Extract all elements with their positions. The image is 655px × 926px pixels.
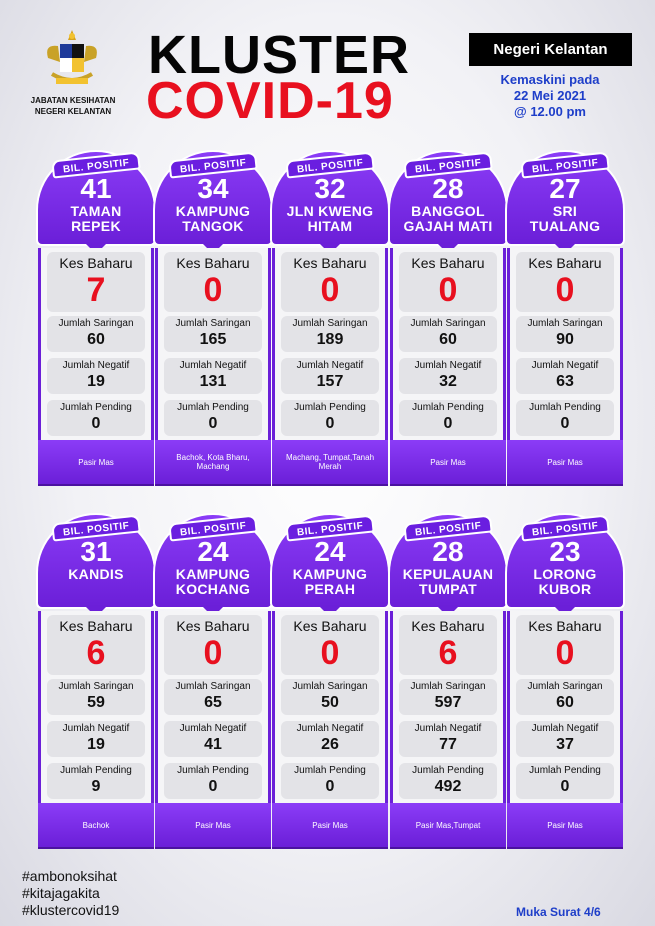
kes-baharu-box (516, 252, 614, 312)
saringan-box (47, 679, 145, 715)
kes-baharu-value: 0 (203, 634, 223, 672)
negatif-value: 131 (199, 373, 227, 390)
pending-box (47, 400, 145, 436)
cluster-name (155, 567, 271, 597)
positif-count: 34 (197, 173, 229, 204)
pending-label: Jumlah Pending (412, 402, 484, 413)
cluster-stats (507, 248, 623, 440)
cluster-location (507, 440, 623, 484)
pending-box (164, 400, 262, 436)
pending-box (47, 763, 145, 799)
saringan-label: Jumlah Saringan (58, 681, 134, 692)
pending-box (281, 763, 379, 799)
positif-ribbon: BIL. POSITIF (520, 151, 609, 178)
negatif-value: 19 (87, 373, 105, 390)
saringan-value: 165 (199, 331, 227, 348)
cluster-card (507, 152, 623, 484)
pending-box (399, 763, 497, 799)
pending-box (399, 400, 497, 436)
positif-count: 32 (314, 173, 346, 204)
positif-ribbon: BIL. POSITIF (51, 151, 140, 178)
cluster-name-line-1: KAMPUNG (175, 203, 251, 219)
cluster-name-line-2: KOCHANG (175, 581, 251, 597)
agency-name (18, 95, 128, 117)
cluster-stats (390, 611, 506, 803)
cluster-name-line-1: LORONG (533, 566, 597, 582)
negatif-label: Jumlah Negatif (62, 360, 130, 371)
saringan-label: Jumlah Saringan (175, 318, 251, 329)
pending-label: Jumlah Pending (60, 402, 132, 413)
hashtag-1: #ambonoksihat (22, 868, 117, 884)
cluster-header (38, 515, 154, 607)
hashtags (22, 868, 119, 919)
kes-baharu-value: 0 (320, 271, 340, 309)
cluster-name (155, 204, 271, 234)
cluster-name-line-2: KUBOR (538, 581, 592, 597)
saringan-label: Jumlah Saringan (527, 318, 603, 329)
title-covid: COVID-19 (146, 72, 394, 130)
kes-baharu-box (281, 252, 379, 312)
cluster-stats (272, 248, 388, 440)
hashtag-3: #klustercovid19 (22, 902, 120, 918)
pending-value: 0 (208, 778, 218, 795)
state-crest-logo (40, 28, 104, 90)
cluster-card (38, 515, 154, 847)
pending-label: Jumlah Pending (177, 402, 249, 413)
header (0, 0, 655, 150)
cluster-header (390, 515, 506, 607)
location-text: Pasir Mas (547, 820, 583, 830)
saringan-box (164, 679, 262, 715)
negatif-box (164, 721, 262, 757)
positif-ribbon: BIL. POSITIF (520, 514, 609, 541)
kes-baharu-box (516, 615, 614, 675)
cluster-card (155, 515, 271, 847)
saringan-box (399, 679, 497, 715)
negatif-box (399, 358, 497, 394)
location-text: Bachok, Kota Bharu, Machang (176, 453, 250, 471)
kes-baharu-label: Kes Baharu (59, 255, 133, 271)
saringan-label: Jumlah Saringan (292, 681, 368, 692)
saringan-label: Jumlah Saringan (58, 318, 134, 329)
negatif-value: 37 (556, 736, 574, 753)
cluster-header (507, 152, 623, 244)
location-text: Pasir Mas (430, 457, 466, 467)
cluster-name (272, 204, 388, 234)
pending-value: 0 (560, 778, 570, 795)
negatif-value: 19 (87, 736, 105, 753)
cluster-name-line-1: KAMPUNG (292, 566, 368, 582)
pending-value: 0 (91, 415, 101, 432)
positif-count: 41 (80, 173, 112, 204)
cluster-header (507, 515, 623, 607)
kes-baharu-label: Kes Baharu (411, 618, 485, 634)
negatif-label: Jumlah Negatif (179, 723, 247, 734)
positif-ribbon: BIL. POSITIF (403, 151, 492, 178)
saringan-value: 50 (321, 694, 339, 711)
saringan-label: Jumlah Saringan (410, 681, 486, 692)
cluster-name (507, 567, 623, 597)
cluster-card (390, 515, 506, 847)
cluster-name-line-1: TAMAN (70, 203, 122, 219)
cluster-card (272, 515, 388, 847)
negatif-box (164, 358, 262, 394)
cluster-location (38, 440, 154, 484)
cluster-stats (38, 248, 154, 440)
location-text: Pasir Mas,Tumpat (415, 820, 481, 830)
cluster-stats (272, 611, 388, 803)
saringan-value: 60 (439, 331, 457, 348)
kes-baharu-label: Kes Baharu (528, 255, 602, 271)
negatif-box (516, 721, 614, 757)
cluster-header (155, 515, 271, 607)
negatif-box (281, 721, 379, 757)
negatif-label: Jumlah Negatif (296, 723, 364, 734)
cluster-name-line-1: JLN KWENG (286, 203, 374, 219)
positif-ribbon: BIL. POSITIF (168, 514, 257, 541)
pending-label: Jumlah Pending (412, 765, 484, 776)
cluster-name (390, 204, 506, 234)
saringan-value: 597 (434, 694, 462, 711)
cluster-location (507, 803, 623, 847)
kes-baharu-label: Kes Baharu (528, 618, 602, 634)
kes-baharu-value: 7 (86, 271, 106, 309)
cluster-card (38, 152, 154, 484)
cluster-stats (155, 248, 271, 440)
pending-value: 0 (443, 415, 453, 432)
pending-value: 0 (325, 415, 335, 432)
kes-baharu-box (281, 615, 379, 675)
pending-label: Jumlah Pending (529, 765, 601, 776)
cluster-stats (390, 248, 506, 440)
title-kluster: KLUSTER (148, 25, 410, 85)
saringan-label: Jumlah Saringan (410, 318, 486, 329)
cluster-location (38, 803, 154, 847)
positif-count: 23 (549, 536, 581, 567)
cluster-card (272, 152, 388, 484)
kes-baharu-label: Kes Baharu (176, 255, 250, 271)
pending-value: 492 (434, 778, 462, 795)
positif-count: 28 (432, 536, 464, 567)
negatif-box (281, 358, 379, 394)
pending-box (516, 400, 614, 436)
saringan-value: 59 (87, 694, 105, 711)
pending-box (516, 763, 614, 799)
cluster-name (272, 567, 388, 597)
cluster-header (155, 152, 271, 244)
cluster-location (155, 440, 271, 484)
location-text: Bachok (82, 820, 110, 830)
page-number: Muka Surat 4/6 (516, 905, 601, 919)
kes-baharu-value: 0 (555, 634, 575, 672)
cluster-header (38, 152, 154, 244)
kes-baharu-value: 0 (203, 271, 223, 309)
kes-baharu-box (47, 615, 145, 675)
negatif-box (516, 358, 614, 394)
cluster-name-line-2: TUALANG (529, 218, 601, 234)
update-info (470, 72, 630, 120)
hashtag-2: #kitajagakita (22, 885, 100, 901)
cluster-location (155, 803, 271, 847)
cluster-name-line-1: SRI (552, 203, 578, 219)
negatif-label: Jumlah Negatif (414, 723, 482, 734)
cluster-stats (155, 611, 271, 803)
positif-ribbon: BIL. POSITIF (285, 151, 374, 178)
saringan-label: Jumlah Saringan (292, 318, 368, 329)
negatif-label: Jumlah Negatif (62, 723, 130, 734)
location-text: Pasir Mas (312, 820, 348, 830)
cluster-card (507, 515, 623, 847)
agency-line-1: JABATAN KESIHATAN (30, 96, 116, 105)
kes-baharu-value: 6 (438, 634, 458, 672)
negatif-value: 157 (316, 373, 344, 390)
positif-count: 27 (549, 173, 581, 204)
saringan-value: 90 (556, 331, 574, 348)
cluster-name (390, 567, 506, 597)
negatif-box (399, 721, 497, 757)
cluster-header (390, 152, 506, 244)
cluster-stats (38, 611, 154, 803)
positif-ribbon: BIL. POSITIF (168, 151, 257, 178)
saringan-box (281, 679, 379, 715)
positif-count: 31 (80, 536, 112, 567)
cluster-location (272, 440, 388, 484)
cluster-card (155, 152, 271, 484)
pending-box (164, 763, 262, 799)
negatif-value: 26 (321, 736, 339, 753)
update-time: @ 12.00 pm (514, 104, 586, 119)
cluster-name-line-2: TANGOK (182, 218, 244, 234)
saringan-label: Jumlah Saringan (527, 681, 603, 692)
saringan-value: 189 (316, 331, 344, 348)
kes-baharu-label: Kes Baharu (176, 618, 250, 634)
saringan-label: Jumlah Saringan (175, 681, 251, 692)
cluster-name-line-2: GAJAH MATI (403, 218, 493, 234)
agency-line-2: NEGERI KELANTAN (34, 107, 112, 116)
cluster-location (272, 803, 388, 847)
negatif-box (47, 358, 145, 394)
cluster-card (390, 152, 506, 484)
negatif-label: Jumlah Negatif (296, 360, 364, 371)
kes-baharu-box (399, 615, 497, 675)
pending-value: 9 (91, 778, 101, 795)
update-line-1: Kemaskini pada (500, 72, 600, 87)
saringan-box (281, 316, 379, 352)
cluster-name-line-2: PERAH (304, 581, 356, 597)
negatif-label: Jumlah Negatif (414, 360, 482, 371)
negatif-label: Jumlah Negatif (179, 360, 247, 371)
saringan-box (516, 679, 614, 715)
cluster-location (390, 440, 506, 484)
cluster-header (272, 515, 388, 607)
cluster-name-line-1: KAMPUNG (175, 566, 251, 582)
negatif-label: Jumlah Negatif (531, 723, 599, 734)
kes-baharu-label: Kes Baharu (293, 618, 367, 634)
negatif-label: Jumlah Negatif (531, 360, 599, 371)
saringan-box (399, 316, 497, 352)
pending-value: 0 (208, 415, 218, 432)
cluster-name-line-2: REPEK (71, 218, 121, 234)
cluster-location (390, 803, 506, 847)
pending-label: Jumlah Pending (529, 402, 601, 413)
kes-baharu-label: Kes Baharu (411, 255, 485, 271)
location-text: Pasir Mas (547, 457, 583, 467)
pending-label: Jumlah Pending (294, 765, 366, 776)
pending-value: 0 (325, 778, 335, 795)
saringan-value: 60 (556, 694, 574, 711)
cluster-name (38, 204, 154, 234)
cluster-name-line-1: KEPULAUAN (402, 566, 494, 582)
negatif-box (47, 721, 145, 757)
kes-baharu-label: Kes Baharu (293, 255, 367, 271)
kes-baharu-value: 0 (320, 634, 340, 672)
state-label: Negeri Kelantan (469, 33, 632, 66)
pending-label: Jumlah Pending (294, 402, 366, 413)
location-text: Machang, Tumpat,Tanah Merah (285, 453, 375, 471)
cluster-name-line-1: KANDIS (68, 566, 124, 582)
negatif-value: 77 (439, 736, 457, 753)
location-text: Pasir Mas (78, 457, 114, 467)
saringan-box (516, 316, 614, 352)
negatif-value: 32 (439, 373, 457, 390)
negatif-value: 41 (204, 736, 222, 753)
kes-baharu-value: 0 (555, 271, 575, 309)
pending-box (281, 400, 379, 436)
positif-count: 24 (197, 536, 229, 567)
cluster-header (272, 152, 388, 244)
pending-label: Jumlah Pending (177, 765, 249, 776)
cluster-stats (507, 611, 623, 803)
kes-baharu-label: Kes Baharu (59, 618, 133, 634)
cluster-name-line-1: BANGGOL (411, 203, 485, 219)
saringan-value: 65 (204, 694, 222, 711)
kes-baharu-value: 6 (86, 634, 106, 672)
cluster-name-line-2: HITAM (307, 218, 353, 234)
cluster-name-line-2: TUMPAT (418, 581, 478, 597)
positif-count: 28 (432, 173, 464, 204)
cluster-name (38, 567, 154, 582)
pending-label: Jumlah Pending (60, 765, 132, 776)
kes-baharu-box (164, 252, 262, 312)
cluster-name (507, 204, 623, 234)
kes-baharu-box (47, 252, 145, 312)
positif-ribbon: BIL. POSITIF (51, 514, 140, 541)
positif-ribbon: BIL. POSITIF (285, 514, 374, 541)
negatif-value: 63 (556, 373, 574, 390)
kes-baharu-value: 0 (438, 271, 458, 309)
update-date: 22 Mei 2021 (513, 88, 587, 103)
location-text: Pasir Mas (195, 820, 231, 830)
saringan-box (47, 316, 145, 352)
positif-count: 24 (314, 536, 346, 567)
saringan-box (164, 316, 262, 352)
positif-ribbon: BIL. POSITIF (403, 514, 492, 541)
pending-value: 0 (560, 415, 570, 432)
saringan-value: 60 (87, 331, 105, 348)
kes-baharu-box (399, 252, 497, 312)
kes-baharu-box (164, 615, 262, 675)
